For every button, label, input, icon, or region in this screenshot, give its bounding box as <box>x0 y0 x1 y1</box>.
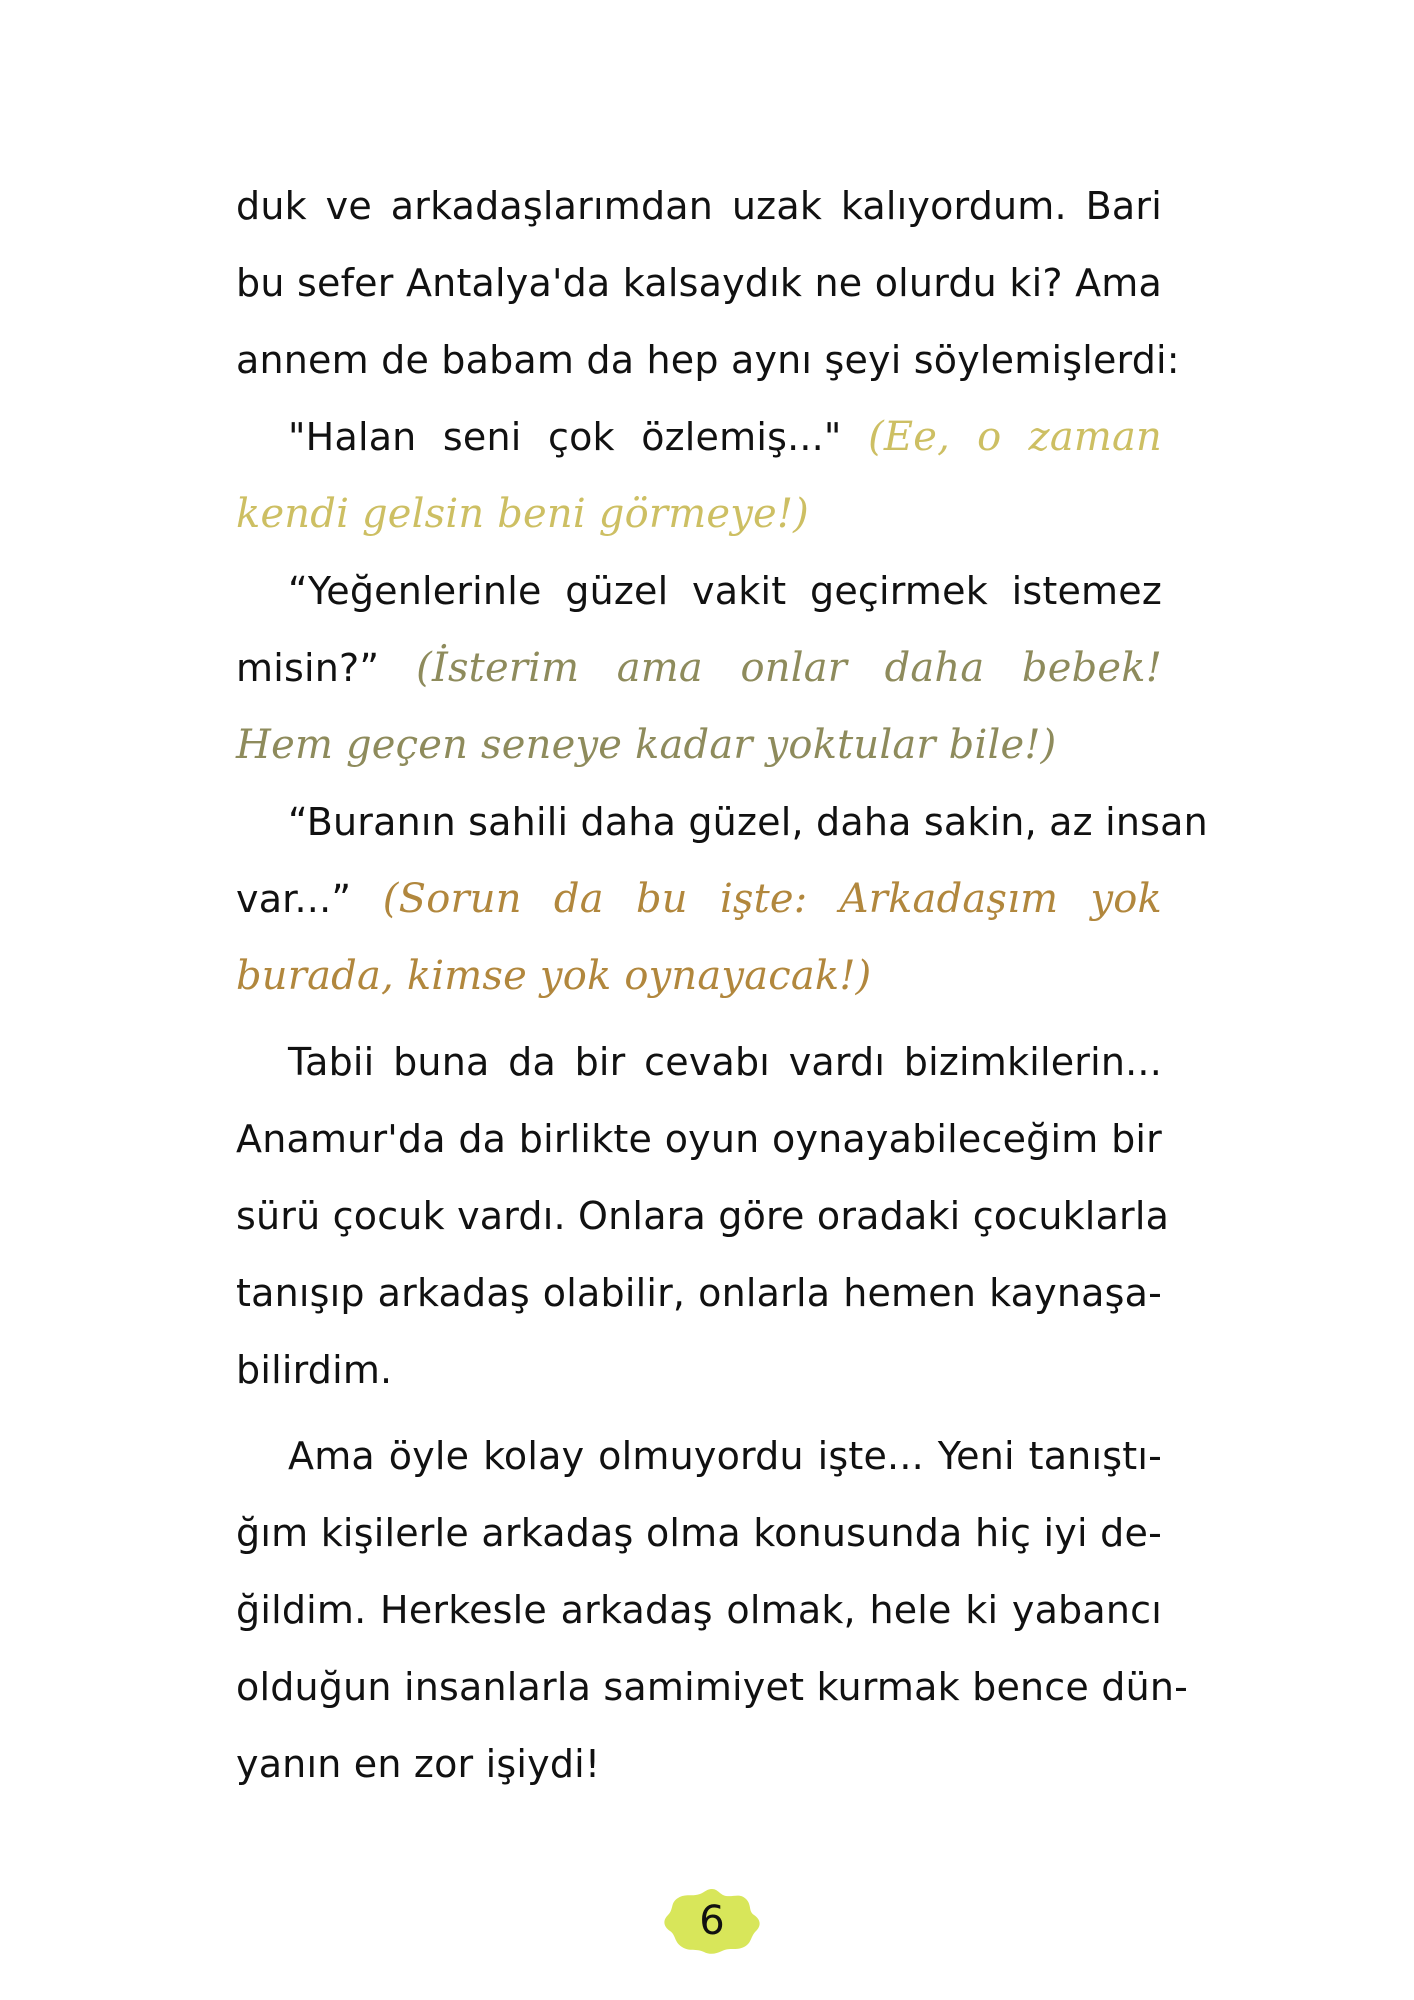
inner-thought-text: (Sorun da bu işte: Arkadaşım yok <box>382 876 1162 922</box>
text-line <box>236 476 1162 553</box>
text-line <box>236 707 1162 784</box>
page-number-badge <box>660 1885 764 1957</box>
text-line: tanışıp arkadaş olabilir, onlarla hemen kaynaşa- <box>236 1271 1162 1315</box>
paragraph-gap <box>236 1015 1162 1024</box>
quote-text: var...” <box>236 877 352 921</box>
paragraph-6 <box>236 1418 1189 1803</box>
inner-thought-text: kendi gelsin beni görmeye!) <box>236 491 809 537</box>
text-line: Tabii buna da bir cevabı vardı bizimkilerin... <box>288 1040 1162 1084</box>
inner-thought-text: burada, kimse yok oynayacak!) <box>236 953 872 999</box>
text-line: “Buranın sahili daha güzel, daha sakin, az insan <box>288 800 1208 844</box>
text-line <box>236 938 1162 1015</box>
quote-text: misin?” <box>236 646 380 690</box>
text-line: olduğun insanlarla samimiyet kurmak bence dün- <box>236 1665 1189 1709</box>
text-line: bu sefer Antalya'da kalsaydık ne olurdu ki? Ama <box>236 261 1162 305</box>
text-line: bilirdim. <box>236 1348 393 1392</box>
text-line: annem de babam da hep aynı şeyi söylemişlerdi: <box>236 338 1180 382</box>
paragraph-4 <box>236 784 1208 1015</box>
text-line <box>236 630 1162 707</box>
page-number: 6 <box>699 1898 725 1944</box>
inner-thought-text: (İsterim ama onlar daha bebek! <box>416 645 1162 691</box>
text-line: ğım kişilerle arkadaş olma konusunda hiç iyi de- <box>236 1511 1162 1555</box>
text-line: sürü çocuk vardı. Onlara göre oradaki çocuklarla <box>236 1194 1170 1238</box>
book-page-text <box>236 168 1208 1803</box>
paragraph-5 <box>236 1024 1170 1409</box>
paragraph-2 <box>236 399 1162 553</box>
text-line: yanın en zor işiydi! <box>236 1742 601 1786</box>
paragraph-gap <box>236 1409 1162 1418</box>
text-line: duk ve arkadaşlarımdan uzak kalıyordum. Bari <box>236 184 1162 228</box>
paragraph-1 <box>236 168 1180 399</box>
text-line: ğildim. Herkesle arkadaş olmak, hele ki yabancı <box>236 1588 1162 1632</box>
text-line <box>236 861 1162 938</box>
text-line: “Yeğenlerinle güzel vakit geçirmek istemez <box>288 569 1162 613</box>
text-line: Ama öyle kolay olmuyordu işte... Yeni tanıştı- <box>288 1434 1162 1478</box>
inner-thought-text: Hem geçen seneye kadar yoktular bile!) <box>236 722 1057 768</box>
paragraph-3 <box>236 553 1162 784</box>
text-line <box>236 399 1162 476</box>
text-line: Anamur'da da birlikte oyun oynayabileceğim bir <box>236 1117 1162 1161</box>
inner-thought-text: (Ee, o zaman <box>868 414 1163 460</box>
quote-text: "Halan seni çok özlemiş..." <box>288 415 842 459</box>
